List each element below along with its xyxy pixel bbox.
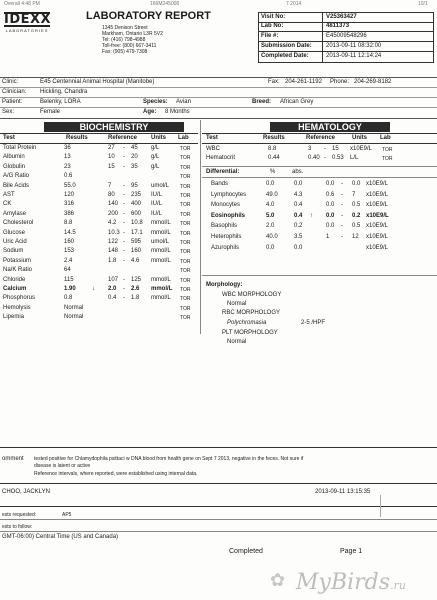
header-value: E45009548296 xyxy=(326,33,367,39)
diff-units: x10E9/L xyxy=(366,244,389,251)
bio-ref-low: 107 xyxy=(108,276,119,283)
diff-ref-low: 0.0 xyxy=(326,223,335,230)
diff-col-percent: % xyxy=(270,169,276,175)
bio-ref-high: 20 xyxy=(131,154,138,161)
tests-requested-label: ests requested: xyxy=(2,512,37,518)
bio-ref-high: 125 xyxy=(131,276,142,283)
bio-ref-high: 35 xyxy=(131,163,138,170)
bio-ref-high: 45 xyxy=(131,145,138,151)
range-dash: - xyxy=(324,146,326,152)
bio-ref-high: 2.6 xyxy=(131,286,140,292)
bio-ref-high: 160 xyxy=(131,248,142,255)
bio-ref-low: 2.0 xyxy=(108,286,117,292)
range-dash: - xyxy=(123,295,125,302)
bio-col-units: Units xyxy=(151,135,166,141)
diff-ref-high: 0.0 xyxy=(352,181,361,187)
bio-ref-low: 4.2 xyxy=(108,220,117,227)
range-dash: - xyxy=(123,163,125,170)
bio-units: mmol/L xyxy=(151,276,171,283)
header-label: Lab No: xyxy=(261,23,284,29)
diff-percent: 49.0 xyxy=(266,191,278,198)
bio-ref-low: 15 xyxy=(108,163,115,170)
hem-col-results: Results xyxy=(263,135,285,141)
diff-units: x10E9/L xyxy=(366,181,389,187)
bio-col-test: Test xyxy=(3,135,15,141)
diff-percent: 2.0 xyxy=(266,223,275,230)
hem-test-name: WBC xyxy=(206,146,220,152)
range-dash: - xyxy=(123,239,125,245)
rbc-morphology-value: Polychromasia xyxy=(227,320,267,326)
diff-absolute: 0.2 xyxy=(294,223,303,230)
diff-units: x10E9/L xyxy=(366,202,389,209)
bio-ref-high: 95 xyxy=(131,182,138,189)
range-dash: - xyxy=(123,220,125,227)
bio-lab: TOR xyxy=(180,315,191,322)
bio-result: 153 xyxy=(64,248,75,255)
range-dash: - xyxy=(123,182,125,189)
bio-ref-low: 1.8 xyxy=(108,257,117,264)
breed-label: Breed: xyxy=(252,99,272,105)
bio-ref-high: 4.6 xyxy=(131,257,140,264)
tests-requested-value: AP5 xyxy=(62,512,72,518)
bio-result: 0.6 xyxy=(64,173,73,180)
hem-col-lab: Lab xyxy=(380,135,391,141)
diff-ref-high: 0.5 xyxy=(352,202,361,209)
diff-units: x10E9/L xyxy=(366,223,389,230)
bio-col-results: Results xyxy=(66,135,88,141)
diff-absolute: 0.0 xyxy=(294,181,303,187)
bio-units: umol/L xyxy=(151,239,170,245)
bio-ref-high: 1.8 xyxy=(131,295,140,302)
comment-line-1: tested positive for Chlamydophila psittaci w DNA blood from health gene on Sept 7 2013, negative in the feces. Not sure if xyxy=(34,456,304,462)
bio-units: IU/L xyxy=(151,192,163,198)
plt-morphology-value: Normal xyxy=(227,339,247,345)
bio-result: 2.4 xyxy=(64,257,73,264)
diff-ref-high: 0.2 xyxy=(352,212,361,219)
idexx-logo xyxy=(4,12,50,33)
scan-mark xyxy=(380,495,381,517)
bio-test-name: Potassium xyxy=(3,257,32,264)
morphology-label: Morphology: xyxy=(206,282,243,288)
diff-test-name: Basophils xyxy=(211,223,238,230)
bio-test-name: Calcium xyxy=(3,286,27,292)
range-dash: - xyxy=(341,223,343,230)
signing-name: CHOO, JACKLYN xyxy=(2,489,50,495)
hem-result: 0.44 xyxy=(268,155,280,161)
bio-lab: TOR xyxy=(180,268,191,275)
comment-line-2: disease is latent or active xyxy=(34,463,91,469)
sex-label: Sex: xyxy=(2,109,15,115)
range-dash: - xyxy=(123,276,125,283)
bio-test-name: Cholesterol xyxy=(3,220,34,227)
bio-ref-low: 200 xyxy=(108,210,119,217)
patient-label: Patient: xyxy=(2,99,23,105)
plt-morphology-heading: PLT MORPHOLOGY xyxy=(222,330,278,336)
diff-ref-low: 0.0 xyxy=(326,212,335,219)
bio-result: 1.90 xyxy=(64,286,76,292)
breed-value: African Grey xyxy=(280,99,314,105)
range-dash: - xyxy=(123,201,125,208)
bio-lab: TOR xyxy=(180,164,191,171)
range-dash: - xyxy=(123,229,125,236)
bio-lab: TOR xyxy=(180,258,191,265)
range-dash: - xyxy=(324,155,326,161)
clinic-fax: 204-261-1192 xyxy=(285,79,322,85)
lab-tollfree: Toll-free: (800) 667-3411 xyxy=(102,43,157,49)
bio-result: Normal xyxy=(64,314,84,321)
species-value: Avian xyxy=(176,99,191,105)
diff-absolute: 4.3 xyxy=(294,191,303,198)
diff-absolute: 0.4 xyxy=(294,202,303,209)
bio-result: 386 xyxy=(64,210,75,217)
bio-flag-icon: ↓ xyxy=(92,286,95,292)
diff-percent: 5.0 xyxy=(266,212,275,219)
bio-ref-low: 148 xyxy=(108,248,119,255)
bio-lab: TOR xyxy=(180,296,191,303)
report-status: Completed xyxy=(229,548,263,555)
comment-line-3: Reference intervals, where reported, were established using internal data. xyxy=(34,471,198,477)
bio-ref-high: 600 xyxy=(131,210,142,217)
bio-result: 115 xyxy=(64,276,74,283)
diff-percent: 4.0 xyxy=(266,202,275,209)
scan-header-middle: 166M245008 xyxy=(150,1,180,7)
wbc-morphology-heading: WBC MORPHOLOGY xyxy=(222,292,282,298)
bio-result: 36 xyxy=(64,145,71,151)
diff-test-name: Heterophils xyxy=(211,234,242,240)
bio-units: mmol/L xyxy=(151,229,171,236)
bio-lab: TOR xyxy=(180,174,191,181)
bio-ref-low: 122 xyxy=(108,239,119,245)
diff-units: x10E9/L xyxy=(366,234,389,240)
bio-ref-low: 140 xyxy=(108,201,119,208)
header-value: 4811373 xyxy=(326,23,350,29)
diff-flag-icon: ↑ xyxy=(310,212,313,219)
range-dash: - xyxy=(341,234,343,240)
clinic-phone: 204-269-8182 xyxy=(354,79,392,85)
range-dash: - xyxy=(123,286,125,292)
header-label: Visit No: xyxy=(261,14,286,20)
bio-lab: TOR xyxy=(180,230,191,237)
header-label: Completed Date: xyxy=(261,53,309,59)
rbc-morphology-heading: RBC MORPHOLOGY xyxy=(222,310,281,316)
diff-test-name: Lymphocytes xyxy=(211,191,247,198)
bio-ref-high: 10.8 xyxy=(131,220,143,227)
diff-test-name: Monocytes xyxy=(211,202,241,209)
range-dash: - xyxy=(123,192,125,198)
bio-units: mmol/L xyxy=(151,286,173,292)
bio-result: 13 xyxy=(64,154,71,161)
bio-test-name: Hemolysis xyxy=(3,304,31,311)
lab-tel: Tel: (416) 798-4988 xyxy=(102,37,146,43)
bio-test-name: AST xyxy=(3,192,15,198)
bio-ref-low: 7 xyxy=(108,182,112,189)
bio-ref-low: 80 xyxy=(108,192,115,198)
timezone-label: GMT-06:00) Central Time (US and Canada) xyxy=(2,534,119,540)
header-value: 2013-09-11 08:32:00 xyxy=(326,43,382,49)
bio-result: 120 xyxy=(64,192,75,198)
diff-test-name: Bands xyxy=(211,181,229,187)
header-value: V25363427 xyxy=(326,14,357,20)
diff-test-name: Azurophils xyxy=(211,244,240,251)
bio-test-name: Phosphorus xyxy=(3,295,36,302)
hem-col-units: Units xyxy=(352,135,367,141)
diff-ref-high: 0.5 xyxy=(352,223,361,230)
biochemistry-header: BIOCHEMISTRY xyxy=(44,122,184,132)
bio-result: 14.5 xyxy=(64,229,76,236)
bio-result: 316 xyxy=(64,201,75,208)
hem-ref-high: 0.53 xyxy=(332,155,344,161)
bio-units: mmol/L xyxy=(151,248,171,255)
range-dash: - xyxy=(123,257,125,264)
sex-value: Female xyxy=(40,109,61,115)
fax-label: Fax: xyxy=(268,79,280,85)
header-label: File #: xyxy=(261,33,279,39)
range-dash: - xyxy=(123,145,125,151)
phone-label: Phone: xyxy=(330,79,350,85)
diff-ref-low: 0.6 xyxy=(326,191,335,198)
bio-lab: TOR xyxy=(180,193,191,199)
range-dash: - xyxy=(123,248,125,255)
bio-lab: TOR xyxy=(180,155,191,162)
bio-test-name: Bile Acids xyxy=(3,182,30,189)
range-dash: - xyxy=(341,212,343,219)
report-title: LABORATORY REPORT xyxy=(86,10,211,22)
logo-subtitle: LABORATORIES xyxy=(5,28,49,33)
bio-ref-high: 17.1 xyxy=(131,229,143,236)
hem-col-reference: Reference xyxy=(306,135,336,141)
bio-units: g/L xyxy=(151,145,160,151)
clinician-name: Hickling, Chandra xyxy=(40,89,88,95)
bio-lab: TOR xyxy=(180,183,191,190)
bio-lab: TOR xyxy=(180,211,191,218)
bio-result: 55.0 xyxy=(64,182,76,189)
bio-ref-high: 595 xyxy=(131,239,142,245)
bio-units: IU/L xyxy=(151,201,163,208)
diff-absolute: 0.0 xyxy=(294,244,303,251)
bio-lab: TOR xyxy=(180,202,191,209)
rbc-morphology-extra: 2-5 /HPF xyxy=(301,320,326,326)
lab-address-1: 1345 Denison Street xyxy=(102,25,148,31)
bio-test-name: Chloride xyxy=(3,276,26,283)
bio-test-name: Sodium xyxy=(3,248,24,255)
bio-test-name: Amylase xyxy=(3,210,27,217)
bio-test-name: Globulin xyxy=(3,163,26,170)
lab-address-2: Markham, Ontario L3R 5V2 xyxy=(102,31,163,37)
hem-units: x10E9/L xyxy=(350,146,373,152)
bio-test-name: Uric Acid xyxy=(3,239,27,245)
diff-absolute: 0.4 xyxy=(294,212,303,219)
hem-ref-high: 15 xyxy=(332,146,339,152)
diff-percent: 0.0 xyxy=(266,244,275,251)
bio-test-name: Glucose xyxy=(3,229,26,236)
watermark-suffix: .ru xyxy=(390,579,406,592)
diff-percent: 0.0 xyxy=(266,181,275,187)
bio-result: Normal xyxy=(64,304,84,311)
diff-col-abs: abs. xyxy=(292,169,304,175)
age-value: 8 Months xyxy=(165,109,190,115)
bio-ref-high: 400 xyxy=(131,201,142,208)
bio-units: mmol/L xyxy=(151,295,171,302)
range-dash: - xyxy=(341,181,343,187)
signing-date: 2013-09-11 13:15:35 xyxy=(315,489,371,495)
bio-col-lab: Lab xyxy=(178,135,189,141)
hem-lab: TOR xyxy=(382,156,393,162)
bio-test-name: CK xyxy=(3,201,12,208)
diff-ref-low: 0.0 xyxy=(326,202,335,209)
hem-test-name: Hematocrit xyxy=(206,155,236,161)
clinic-name: E45 Centennial Animal Hospital (Manitobe) xyxy=(40,79,155,85)
bio-lab: TOR xyxy=(180,305,191,312)
hem-col-test: Test xyxy=(206,135,218,141)
diff-units: x10E9/L xyxy=(366,212,389,219)
range-dash: - xyxy=(123,154,125,161)
bio-test-name: Albumin xyxy=(3,154,25,161)
scan-header-left: Overall 4:48 PM xyxy=(4,1,40,7)
bio-col-reference: Reference xyxy=(108,135,138,141)
wbc-morphology-value: Normal xyxy=(227,301,247,307)
bio-test-name: Na/K Ratio xyxy=(3,267,33,274)
bio-ref-low: 27 xyxy=(108,145,115,151)
diff-ref-high: 12 xyxy=(352,234,359,240)
lab-fax: Fax: (905) 479-7308 xyxy=(102,49,148,55)
range-dash: - xyxy=(123,210,125,217)
bio-lab: TOR xyxy=(180,287,191,293)
hem-result: 8.8 xyxy=(268,146,277,152)
comment-label: omment xyxy=(2,456,24,462)
bio-units: g/L xyxy=(151,163,160,170)
tests-follow-label: ests to follow: xyxy=(2,524,33,530)
scan-header-page: 10/1 xyxy=(418,1,428,7)
bio-result: 64 xyxy=(64,267,71,274)
bio-result: 8.8 xyxy=(64,220,73,227)
bio-lab: TOR xyxy=(180,249,191,256)
bio-test-name: Lipemia xyxy=(3,314,25,321)
diff-ref-high: 7 xyxy=(352,191,356,198)
bio-ref-high: 235 xyxy=(131,192,142,198)
hematology-header: HEMATOLOGY xyxy=(270,122,390,132)
parrot-icon: ✿ xyxy=(270,570,286,590)
bio-units: g/L xyxy=(151,154,160,161)
diff-percent: 40.0 xyxy=(266,234,278,240)
bio-test-name: Total Protein xyxy=(3,145,37,151)
bio-test-name: A/G Ratio xyxy=(3,173,30,180)
bio-units: IU/L xyxy=(151,210,163,217)
diff-test-name: Eosinophils xyxy=(211,212,246,219)
bio-result: 160 xyxy=(64,239,75,245)
bio-result: 0.8 xyxy=(64,295,73,302)
diff-absolute: 3.5 xyxy=(294,234,303,240)
range-dash: - xyxy=(341,191,343,198)
diff-ref-low: 1 xyxy=(326,234,330,240)
bio-lab: TOR xyxy=(180,146,191,152)
logo-wordmark: IDEXX xyxy=(4,12,52,27)
diff-ref-low: 0.0 xyxy=(326,181,335,187)
clinician-label: Clinician: xyxy=(2,89,27,95)
age-label: Age: xyxy=(143,109,157,115)
bio-ref-low: 0.4 xyxy=(108,295,117,302)
diff-units: x10E9/L xyxy=(366,191,389,198)
watermark xyxy=(296,570,406,595)
scan-header-right: 7 2014 xyxy=(286,1,302,7)
species-label: Species: xyxy=(143,99,168,105)
hem-ref-low: 3 xyxy=(308,146,312,152)
page-number: Page 1 xyxy=(340,548,363,555)
bio-ref-low: 10.3 xyxy=(108,229,120,236)
hem-ref-low: 0.40 xyxy=(308,155,320,161)
bio-lab: TOR xyxy=(180,221,191,228)
hem-lab: TOR xyxy=(382,147,393,153)
differential-label: Differential: xyxy=(206,169,240,175)
bio-lab: TOR xyxy=(180,240,191,246)
header-label: Submission Date: xyxy=(261,43,312,49)
bio-result: 23 xyxy=(64,163,71,170)
header-value: 2013-09-11 12:14:24 xyxy=(326,53,382,59)
bio-units: mmol/L xyxy=(151,257,171,264)
bio-lab: TOR xyxy=(180,277,191,284)
range-dash: - xyxy=(341,202,343,209)
hem-units: L/L xyxy=(350,155,359,161)
clinic-label: Clinic: xyxy=(2,79,19,85)
bio-ref-low: 10 xyxy=(108,154,115,161)
watermark-text: MyBirds xyxy=(296,570,391,595)
bio-units: umol/L xyxy=(151,182,170,189)
patient-name: Belenky, LORA xyxy=(40,99,81,105)
bio-units: mmol/L xyxy=(151,220,171,227)
